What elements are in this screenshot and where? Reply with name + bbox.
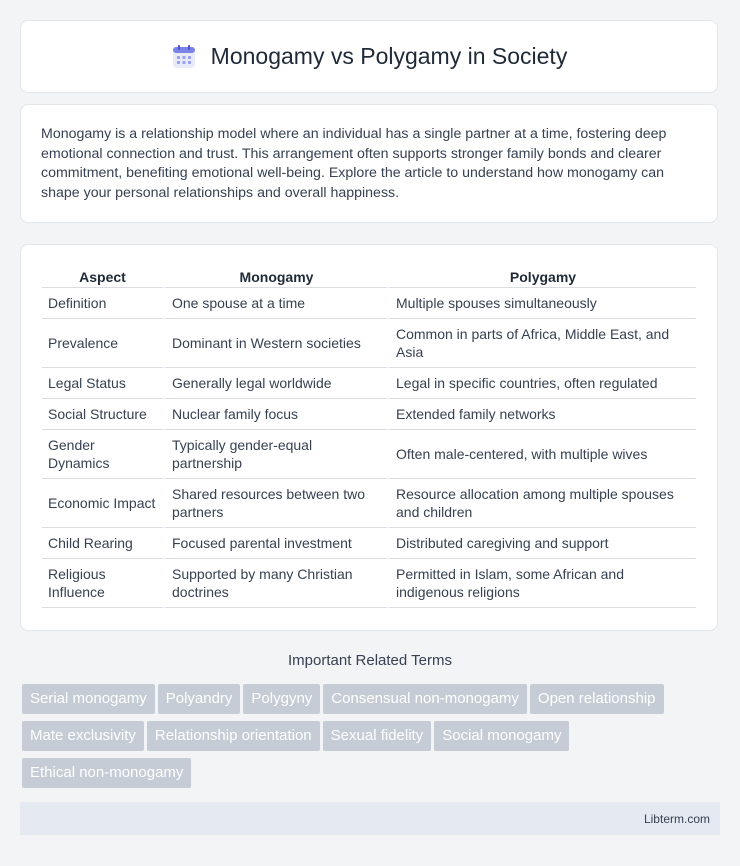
table-row xyxy=(42,559,696,608)
table-cell: Definition xyxy=(42,288,163,319)
table-cell: Shared resources between two partners xyxy=(163,479,387,528)
tag-ethical-non-monogamy[interactable]: Ethical non-monogamy xyxy=(22,758,191,788)
table-cell: Typically gender-equal partnership xyxy=(163,430,387,479)
table-row xyxy=(42,399,696,430)
table-row xyxy=(42,479,696,528)
calendar-icon xyxy=(171,44,197,70)
column-header-aspect: Aspect xyxy=(42,265,163,288)
table-cell: Nuclear family focus xyxy=(163,399,387,430)
header-card xyxy=(20,20,718,93)
table-cell: Prevalence xyxy=(42,319,163,368)
intro-card xyxy=(20,104,718,223)
table-row xyxy=(42,430,696,479)
related-terms-list xyxy=(22,684,722,795)
table-cell: Legal Status xyxy=(42,368,163,399)
tag-serial-monogamy[interactable]: Serial monogamy xyxy=(22,684,155,714)
table-cell: Common in parts of Africa, Middle East, and Asia xyxy=(387,319,696,368)
intro-text: Monogamy is a relationship model where an individual has a single partner at a time, fostering deep emotional connection and trust. This arrangement often supports stronger family bonds and clearer commitment, benefiting emotional well-being. Explore the article to understand how monogamy can shape your personal relationships and overall happiness. xyxy=(41,126,667,201)
table-cell: Social Structure xyxy=(42,399,163,430)
table-row xyxy=(42,319,696,368)
table-cell: Generally legal worldwide xyxy=(163,368,387,399)
table-cell: Resource allocation among multiple spouses and children xyxy=(387,479,696,528)
table-cell: Religious Influence xyxy=(42,559,163,608)
table-row xyxy=(42,288,696,319)
comparison-card xyxy=(20,244,718,631)
column-header-monogamy: Monogamy xyxy=(163,265,387,288)
table-cell: Permitted in Islam, some African and indigenous religions xyxy=(387,559,696,608)
table-cell: One spouse at a time xyxy=(163,288,387,319)
table-cell: Child Rearing xyxy=(42,528,163,559)
table-row xyxy=(42,368,696,399)
footer-site-link[interactable]: Libterm.com xyxy=(643,811,710,826)
table-cell: Economic Impact xyxy=(42,479,163,528)
table-header-row xyxy=(42,265,696,288)
tag-sexual-fidelity[interactable]: Sexual fidelity xyxy=(323,721,432,751)
table-cell: Legal in specific countries, often regulated xyxy=(387,368,696,399)
column-header-polygamy: Polygamy xyxy=(387,265,696,288)
tag-relationship-orientation[interactable]: Relationship orientation xyxy=(147,721,320,751)
tag-open-relationship[interactable]: Open relationship xyxy=(530,684,664,714)
comparison-table xyxy=(42,265,696,608)
tag-polyandry[interactable]: Polyandry xyxy=(158,684,241,714)
tag-mate-exclusivity[interactable]: Mate exclusivity xyxy=(22,721,144,751)
footer xyxy=(20,802,720,835)
table-cell: Gender Dynamics xyxy=(42,430,163,479)
table-cell: Often male-centered, with multiple wives xyxy=(387,430,696,479)
tag-polygyny[interactable]: Polygyny xyxy=(243,684,320,714)
table-cell: Extended family networks xyxy=(387,399,696,430)
table-cell: Supported by many Christian doctrines xyxy=(163,559,387,608)
page-title: Monogamy vs Polygamy in Society xyxy=(210,43,568,69)
related-terms-title: Important Related Terms xyxy=(288,652,452,669)
table-cell: Dominant in Western societies xyxy=(163,319,387,368)
table-cell: Multiple spouses simultaneously xyxy=(387,288,696,319)
table-cell: Distributed caregiving and support xyxy=(387,528,696,559)
table-row xyxy=(42,528,696,559)
table-cell: Focused parental investment xyxy=(163,528,387,559)
tag-social-monogamy[interactable]: Social monogamy xyxy=(434,721,569,751)
tag-consensual-non-monogamy[interactable]: Consensual non-monogamy xyxy=(323,684,527,714)
